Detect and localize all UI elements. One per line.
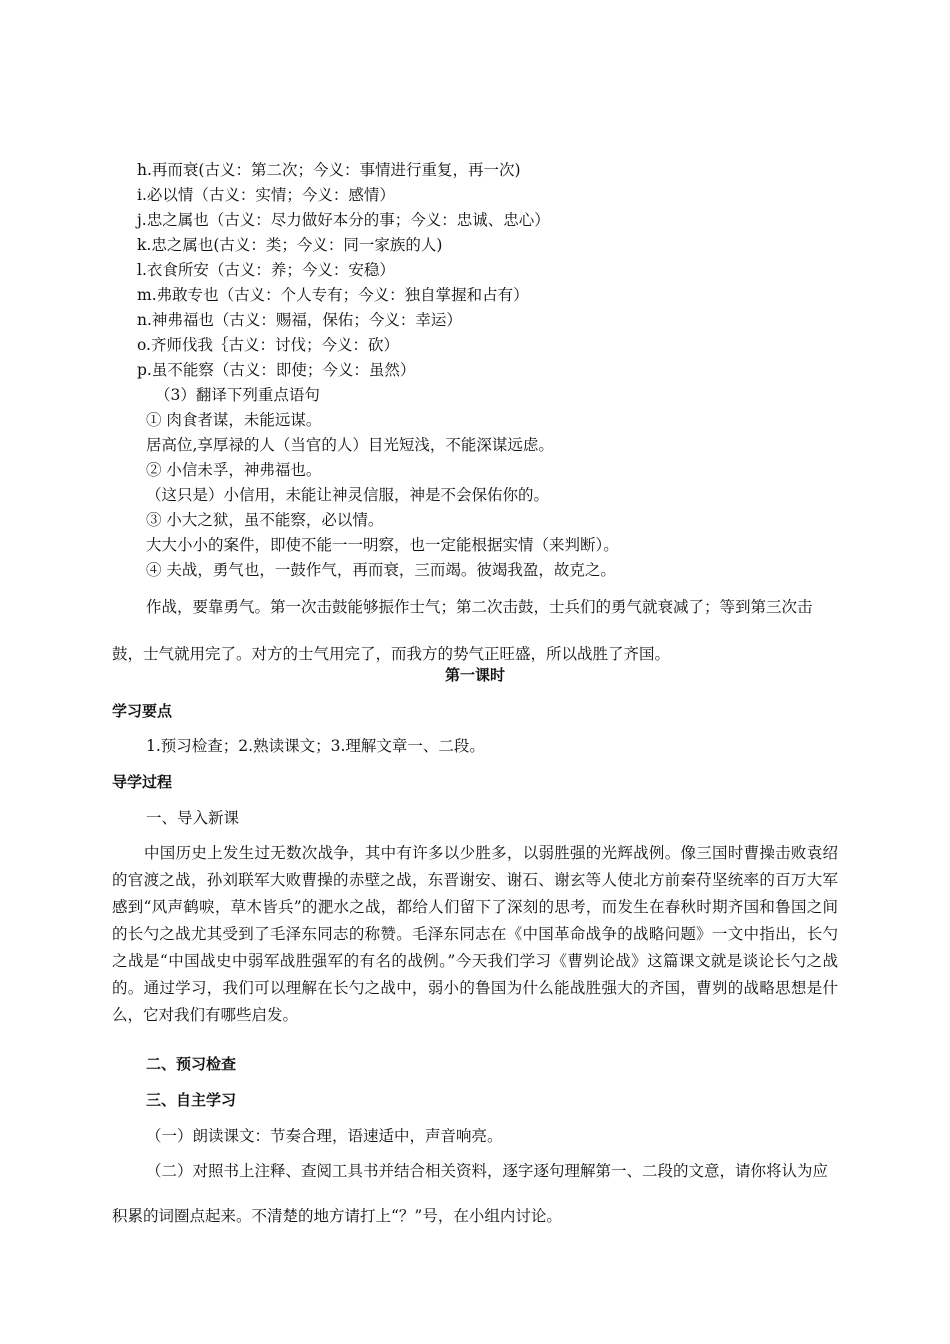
vocab-item-n: n.神弗福也（古义：赐福，保佑；今义：幸运） — [137, 311, 462, 329]
sentence-4: ④ 夫战，勇气也，一鼓作气，再而衰，三而竭。彼竭我盈，故克之。 — [146, 561, 616, 579]
vocab-item-i: i.必以情（古义：实情；今义：感情） — [137, 186, 395, 204]
translation-1: 居高位,享厚禄的人（当官的人）目光短浅，不能深谋远虑。 — [146, 436, 554, 454]
translate-heading: （3）翻译下列重点语句 — [155, 386, 320, 404]
vocab-item-j: j.忠之属也（古义：尽力做好本分的事；今义：忠诚、忠心） — [137, 211, 550, 229]
self-study-item-2: （二）对照书上注释、查阅工具书并结合相关资料，逐字逐句理解第一、二段的文意，请你将认为应积累的词圈点起来。不清楚的地方请打上“？”号，在小组内讨论。 — [112, 1162, 829, 1225]
lesson-title: 第一课时 — [444, 666, 505, 684]
vocab-item-o: o.齐师伐我｛古义：讨伐；今义：砍） — [137, 336, 399, 354]
sentence-1: ① 肉食者谋，未能远谋。 — [146, 411, 322, 429]
points-heading: 学习要点 — [112, 702, 173, 720]
vocab-item-k: k.忠之属也(古义：类；今义：同一家族的人) — [137, 236, 443, 254]
sentence-3: ③ 小大之狱，虽不能察，必以情。 — [146, 511, 384, 529]
translation-3: 大大小小的案件，即使不能一一明察，也一定能根据实情（来判断）。 — [146, 536, 619, 554]
vocab-item-m: m.弗敢专也（古义：个人专有；今义：独自掌握和占有） — [137, 286, 529, 304]
vocab-item-h: h.再而衰(古义：第二次；今义：事情进行重复，再一次) — [137, 161, 521, 179]
sentence-2: ② 小信未孚，神弗福也。 — [146, 461, 322, 479]
study-points: 1.预习检查；2.熟读课文；3.理解文章一、二段。 — [146, 737, 485, 755]
self-study-heading: 三、自主学习 — [146, 1091, 237, 1109]
intro-heading: 一、导入新课 — [146, 809, 240, 827]
vocab-item-l: l.衣食所安（古义：养；今义：安稳） — [137, 261, 395, 279]
vocab-item-p: p.虽不能察（古义：即使；今义：虽然） — [137, 361, 416, 379]
self-study-item-1: （一）朗读课文：节奏合理，语速适中，声音响亮。 — [146, 1127, 503, 1145]
process-heading: 导学过程 — [112, 773, 173, 791]
translation-2: （这只是）小信用，未能让神灵信服，神是不会保佑你的。 — [146, 486, 550, 504]
intro-paragraph: 中国历史上发生过无数次战争，其中有许多以少胜多，以弱胜强的光辉战例。像三国时曹操击败袁绍的官渡之战，孙刘联军大败曹操的赤壁之战，东晋谢安、谢石、谢玄等人使北方前秦苻坚统率的百万大军感到“风声鹤唳，草木皆兵”的淝水之战，都给人们留下了深刻的思考，而发生在春秋时期齐国和鲁国之间的长勺之战尤其受到了毛泽东同志的称赞。毛泽东同志在《中国革命战争的战略问题》一文中指出，长勺之战是“中国战史中弱军战胜强军的有名的战例。”今天我们学习《曹刿论战》这篇课文就是谈论长勺之战的。通过学习，我们可以理解在长勺之战中，弱小的鲁国为什么能战胜强大的齐国，曹刿的战略思想是什么，它对我们有哪些启发。 — [112, 844, 838, 1024]
preview-heading: 二、预习检查 — [146, 1055, 237, 1073]
translation-4: 作战，要靠勇气。第一次击鼓能够振作士气；第二次击鼓，士兵们的勇气就衰减了；等到第三次击鼓，士气就用完了。对方的士气用完了，而我方的势气正旺盛，所以战胜了齐国。 — [112, 598, 813, 663]
